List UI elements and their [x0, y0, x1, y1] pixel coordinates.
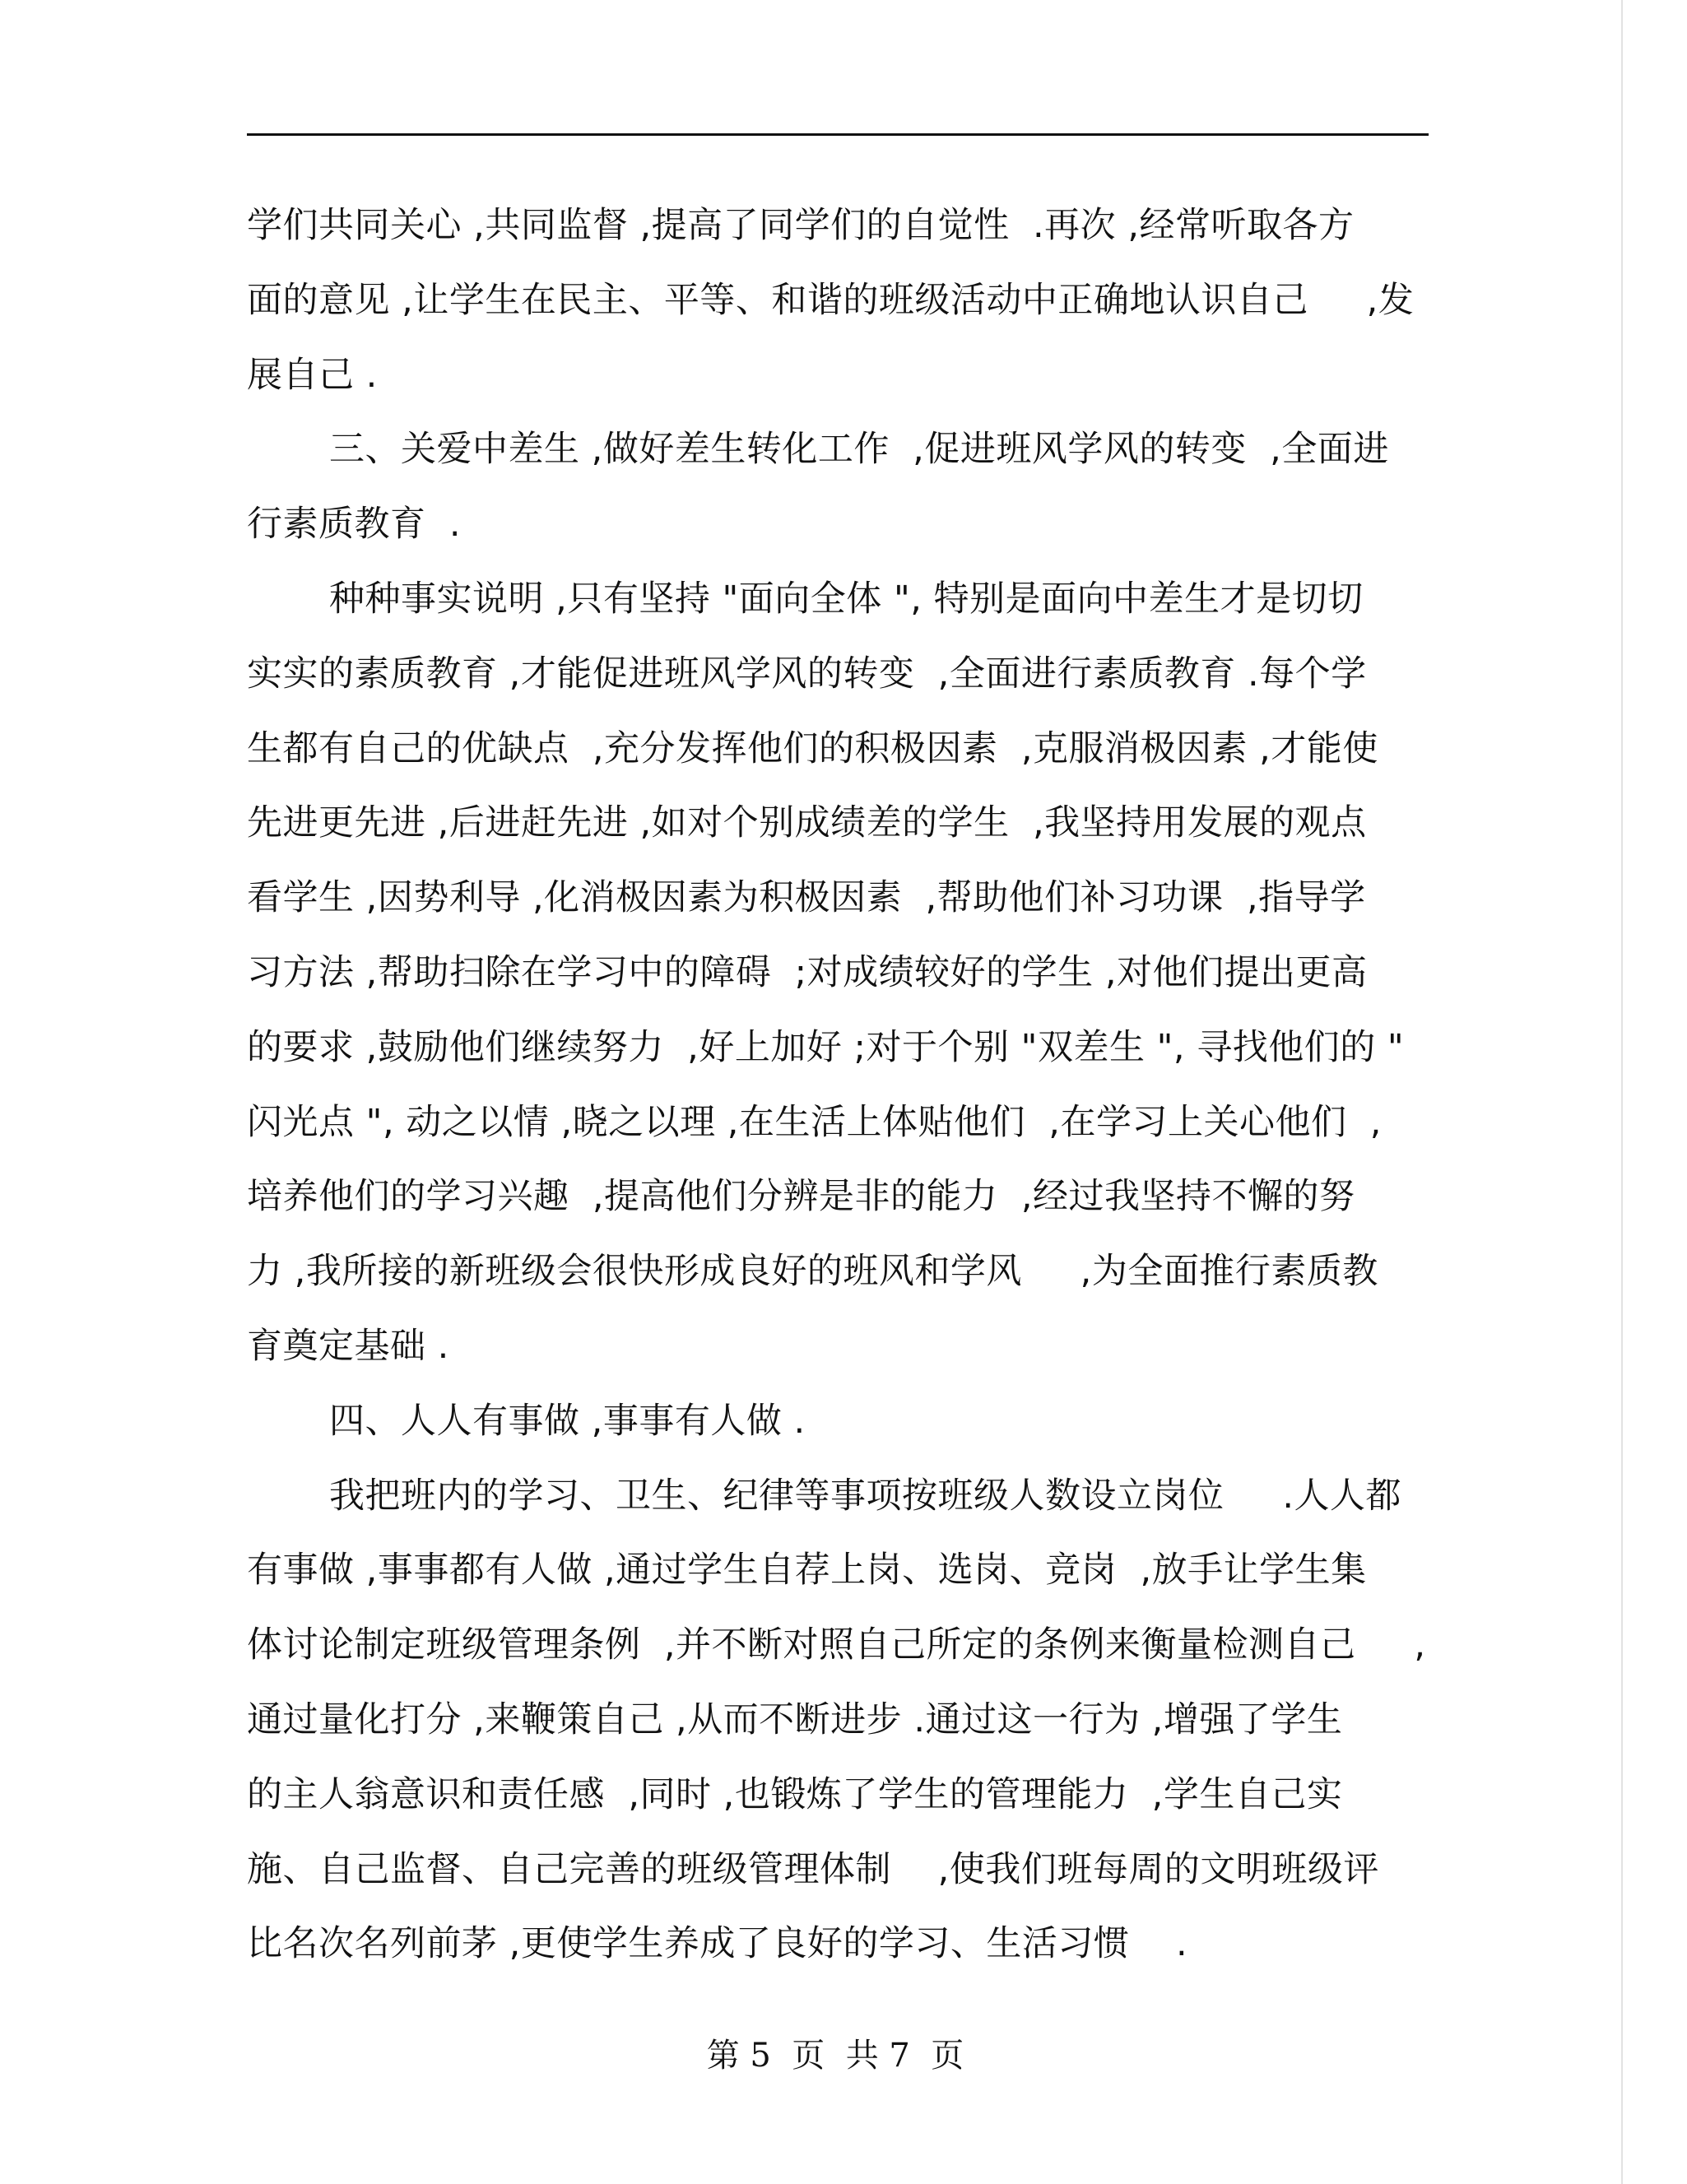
- text-line: 行素质教育 .: [247, 504, 462, 546]
- text-line: 实实的素质教育 ,才能促进班风学风的转变 ,全面进行素质教育 .每个学: [247, 653, 1367, 695]
- text-line: 看学生 ,因势利导 ,化消极因素为积极因素 ,帮助他们补习功课 ,指导学: [247, 877, 1366, 919]
- text-line: 的主人翁意识和责任感 ,同时 ,也锻炼了学生的管理能力 ,学生自己实: [247, 1773, 1343, 1815]
- text-line: 比名次名列前茅 ,更使学生养成了良好的学习、生活习惯 .: [247, 1923, 1188, 1965]
- text-line: 闪光点 ", 动之以情 ,晓之以理 ,在生活上体贴他们 ,在学习上关心他们 ,: [247, 1101, 1382, 1143]
- text-line: 通过量化打分 ,来鞭策自己 ,从而不断进步 .通过这一行为 ,增强了学生: [247, 1699, 1343, 1740]
- header-rule: [247, 133, 1429, 136]
- text-line: 展自己 .: [247, 354, 378, 396]
- text-line: 种种事实说明 ,只有坚持 "面向全体 ", 特别是面向中差生才是切切: [329, 579, 1364, 620]
- text-line: 三、关爱中差生 ,做好差生转化工作 ,促进班风学风的转变 ,全面进: [329, 429, 1389, 471]
- text-line: 我把班内的学习、卫生、纪律等事项按班级人数设立岗位 .人人都: [329, 1475, 1402, 1517]
- text-line: 四、人人有事做 ,事事有人做 .: [329, 1400, 806, 1442]
- page-number: 第 5 页 共 7 页: [706, 2037, 964, 2075]
- text-line: 育奠定基础 .: [247, 1326, 449, 1367]
- text-line: 施、自己监督、自己完善的班级管理体制 ,使我们班每周的文明班级评: [247, 1848, 1379, 1890]
- text-line: 培养他们的学习兴趣 ,提高他们分辨是非的能力 ,经过我坚持不懈的努: [247, 1176, 1355, 1218]
- text-line: 的要求 ,鼓励他们继续努力 ,好上加好 ;对于个别 "双差生 ", 寻找他们的 ": [247, 1026, 1405, 1068]
- text-line: 先进更先进 ,后进赶先进 ,如对个别成绩差的学生 ,我坚持用发展的观点: [247, 802, 1367, 844]
- text-line: 生都有自己的优缺点 ,充分发挥他们的积极因素 ,克服消极因素 ,才能使: [247, 727, 1378, 769]
- text-line: 有事做 ,事事都有人做 ,通过学生自荐上岗、选岗、竞岗 ,放手让学生集: [247, 1550, 1367, 1592]
- text-line: 习方法 ,帮助扫除在学习中的障碍 ;对成绩较好的学生 ,对他们提出更高: [247, 952, 1368, 993]
- page-edge: [1621, 0, 1623, 2184]
- text-line: 面的意见 ,让学生在民主、平等、和谐的班级活动中正确地认识自己 ,发: [247, 279, 1415, 321]
- text-line: 学们共同关心 ,共同监督 ,提高了同学们的自觉性 .再次 ,经常听取各方: [247, 205, 1355, 246]
- text-line: 力 ,我所接的新班级会很快形成良好的班风和学风 ,为全面推行素质教: [247, 1251, 1378, 1293]
- text-line: 体讨论制定班级管理条例 ,并不断对照自己所定的条例来衡量检测自己 ,: [247, 1624, 1426, 1666]
